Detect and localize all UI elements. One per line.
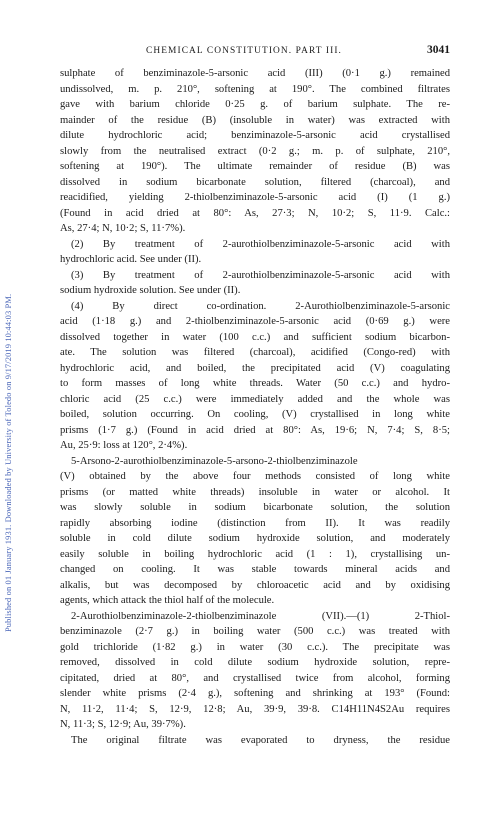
- text-line: dilute hydrochloric acid; benziminazole-5-arsonic acid crystallised: [60, 130, 450, 141]
- text-line: (Found in acid dried at 80°: As, 27·3; N, 10·2; S, 11·9. Calc.:: [60, 207, 450, 219]
- text-line: slender white prisms (2·4 g.), softening and shrinking at 193° (Found:: [60, 688, 450, 699]
- text-line: (3) By treatment of 2-aurothiolbenziminazole-5-arsonic acid with: [71, 269, 450, 281]
- text-line: alkalis, but was decomposed by chloroacetic acid and by oxidising: [60, 579, 450, 591]
- running-title: CHEMICAL CONSTITUTION. PART III.: [146, 46, 343, 56]
- text-line: boiled, solution occurring. On cooling, (V) crystallised in long white: [60, 409, 450, 420]
- text-line: The original filtrate was evaporated to dryness, the residue: [71, 734, 450, 746]
- text-line: softening at 190°). The ultimate remainder of residue (B) was: [60, 161, 450, 172]
- text-line: removed, dissolved in cold dilute sodium hydroxide solution, repre-: [60, 657, 450, 668]
- text-line: benziminazole (2·7 g.) in boiling water (500 c.c.) was treated with: [60, 626, 450, 637]
- text-line: hydrochloric acid. See under (II).: [60, 254, 202, 265]
- text-line: dissolved in sodium bicarbonate solution, filtered (charcoal), and: [60, 176, 450, 188]
- body-text: [60, 66, 450, 748]
- text-line: (V) obtained by the above four methods consisted of long white: [60, 471, 450, 482]
- text-line: chloric acid (25 c.c.) were immediately added and the whole was: [60, 393, 450, 405]
- text-line: cipitated, dried at 80°, and crystallised twice from alcohol, forming: [60, 672, 450, 684]
- page-number: 3041: [427, 44, 450, 56]
- text-line: hydrochloric acid, and boiled, the precipitated acid (V) coagulating: [60, 362, 450, 374]
- text-line: was slowly soluble in sodium bicarbonate solution, the solution: [60, 502, 450, 513]
- text-line: prisms (or matted white threads) insoluble in water or alcohol. It: [60, 486, 450, 498]
- text-line: rapidly absorbing iodine (distinction from II). It was readily: [60, 517, 450, 529]
- text-line: easily soluble in boiling hydrochloric acid (1 : 1), crystallising un-: [60, 548, 450, 560]
- text-line: sodium hydroxide solution. See under (II).: [60, 285, 241, 296]
- text-line: Au, 25·9: loss at 120°, 2·4%).: [60, 440, 188, 451]
- text-line: reacidified, yielding 2-thiolbenziminazole-5-arsonic acid (I) (1 g.): [60, 192, 450, 203]
- text-line: undissolved, m. p. 210°, softening at 190°. The combined filtrates: [60, 83, 450, 95]
- text-line: N, 11·2, 11·4; S, 12·9, 12·8; Au, 39·9, 39·8. C14H11N4S2Au requires: [60, 703, 450, 715]
- download-watermark: Published on 01 January 1931. Downloaded by University of Toledo on 9/17/2019 10:44:03 PM.: [4, 293, 13, 632]
- text-line: prisms (1·7 g.) (Found in acid dried at 80°: As, 19·6; N, 7·4; S, 8·5;: [60, 424, 450, 436]
- text-line: slowly from the neutralised extract (0·2 g.; m. p. of sulphate, 210°,: [60, 145, 450, 157]
- text-line: 2-Aurothiolbenziminazole-2-thiolbenziminazole (VII).—(1) 2-Thiol-: [71, 610, 450, 622]
- text-line: (2) By treatment of 2-aurothiolbenziminazole-5-arsonic acid with: [71, 238, 450, 250]
- text-line: ate. The solution was filtered (charcoal), acidified (Congo-red) with: [60, 347, 450, 358]
- text-line: As, 27·4; N, 10·2; S, 11·7%).: [60, 223, 186, 234]
- text-line: soluble in cold dilute sodium hydroxide solution, and moderately: [60, 533, 450, 544]
- text-line: mainder of the residue (B) (insoluble in water) was extracted with: [60, 114, 450, 126]
- text-line: N, 11·3; S, 12·9; Au, 39·7%).: [60, 719, 186, 730]
- text-line: acid (1·18 g.) and 2-thiolbenziminazole-5-arsonic acid (0·69 g.) were: [60, 316, 450, 327]
- page-header: [60, 44, 450, 60]
- text-line: 5-Arsono-2-aurothiolbenziminazole-5-arsono-2-thiolbenziminazole: [71, 455, 358, 467]
- text-line: to form masses of long white threads. Water (50 c.c.) and hydro-: [60, 378, 450, 389]
- text-line: sulphate of benziminazole-5-arsonic acid (III) (0·1 g.) remained: [60, 68, 450, 79]
- text-line: (4) By direct co-ordination. 2-Aurothiolbenziminazole-5-arsonic: [71, 300, 450, 312]
- text-line: gave with barium chloride 0·25 g. of barium sulphate. The re-: [60, 99, 450, 110]
- text-line: agents, which attack the thiol half of the molecule.: [60, 595, 275, 606]
- text-line: dissolved together in water (100 c.c.) and sufficient sodium bicarbon-: [60, 331, 450, 343]
- text-line: changed on cooling. It was stable towards mineral acids and: [60, 564, 450, 575]
- text-line: gold trichloride (1·82 g.) in water (30 c.c.). The precipitate was: [60, 641, 450, 653]
